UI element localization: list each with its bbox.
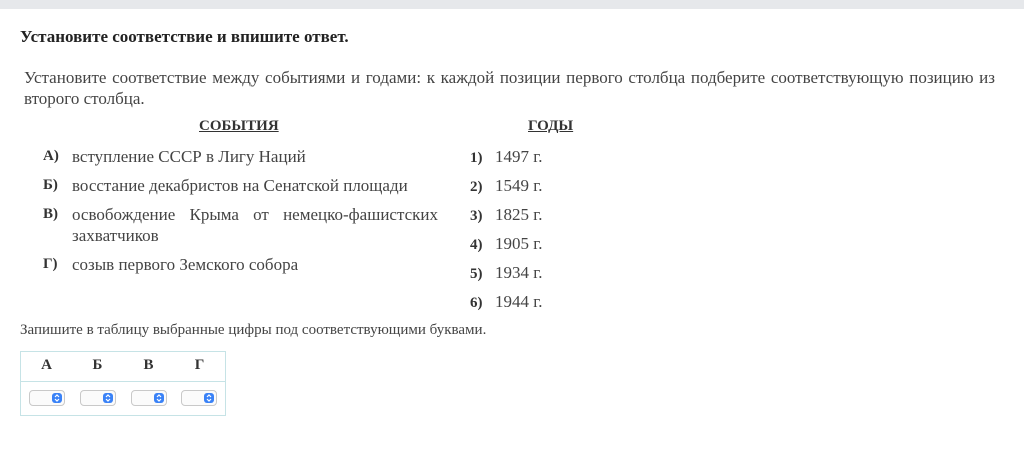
answer-table — [20, 351, 226, 416]
event-text: освобождение Крыма от немецко-фашистских захватчиков — [72, 205, 438, 245]
year-number: 6) — [470, 295, 483, 311]
answer-instruction: Запишите в таблицу выбранные цифры под соответствующими буквами. — [20, 322, 487, 338]
events-column-header: СОБЫТИЯ — [199, 118, 279, 134]
answer-header-v: В — [143, 357, 154, 373]
event-text: вступление СССР в Лигу Наций — [72, 147, 306, 166]
answer-header-a: А — [41, 357, 52, 373]
year-number: 3) — [470, 208, 483, 224]
event-letter: В) — [43, 206, 58, 222]
event-text: созыв первого Земского собора — [72, 255, 299, 274]
year-number: 4) — [470, 237, 483, 253]
answer-select-v[interactable] — [131, 390, 167, 406]
year-text: 1549 г. — [495, 176, 543, 195]
year-text: 1905 г. — [495, 234, 543, 253]
select-chevron-icon — [154, 393, 164, 403]
event-letter: Г) — [43, 256, 58, 272]
event-item-v — [43, 204, 438, 246]
event-item-b — [43, 175, 438, 196]
year-item-2 — [470, 175, 543, 198]
select-chevron-icon — [204, 393, 214, 403]
year-item-6 — [470, 291, 543, 314]
answer-select-b[interactable] — [80, 390, 116, 406]
event-text: восстание декабристов на Сенатской площади — [72, 176, 408, 195]
event-letter: А) — [43, 148, 59, 164]
answer-header-b: Б — [92, 357, 103, 373]
year-item-3 — [470, 204, 543, 227]
task-title: Установите соответствие и впишите ответ. — [20, 27, 349, 46]
year-item-5 — [470, 262, 543, 285]
answer-table-header — [21, 352, 225, 382]
year-text: 1497 г. — [495, 147, 543, 166]
year-number: 2) — [470, 179, 483, 195]
select-chevron-icon — [52, 393, 62, 403]
select-chevron-icon — [103, 393, 113, 403]
years-column-header: ГОДЫ — [528, 118, 574, 134]
year-number: 1) — [470, 150, 483, 166]
year-text: 1825 г. — [495, 205, 543, 224]
year-number: 5) — [470, 266, 483, 282]
event-letter: Б) — [43, 177, 58, 193]
event-item-g — [43, 254, 438, 275]
year-item-1 — [470, 146, 543, 169]
year-item-4 — [470, 233, 543, 256]
top-bar — [0, 0, 1024, 9]
year-text: 1934 г. — [495, 263, 543, 282]
answer-select-a[interactable] — [29, 390, 65, 406]
task-instruction: Установите соответствие между событиями и годами: к каждой позиции первого столбца подберите соответствующую позицию из второго столбца. — [24, 68, 995, 108]
answer-select-g[interactable] — [181, 390, 217, 406]
year-text: 1944 г. — [495, 292, 543, 311]
event-item-a — [43, 146, 438, 167]
answer-header-g: Г — [194, 357, 205, 373]
